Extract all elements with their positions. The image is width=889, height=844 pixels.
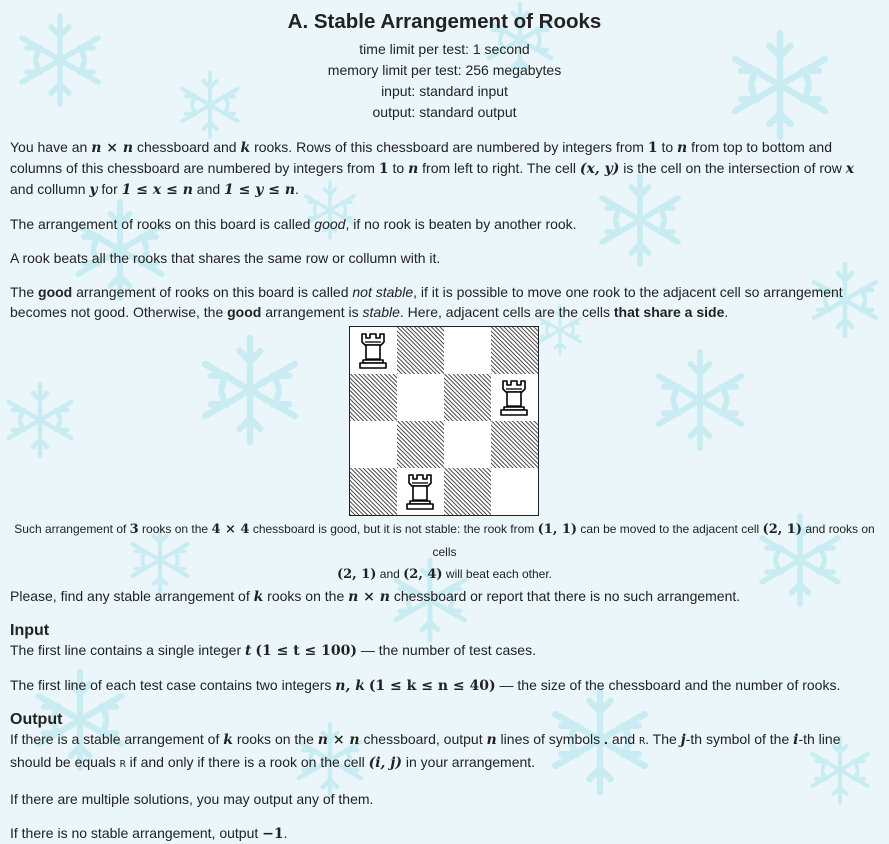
legend [10, 137, 879, 607]
board-cell-4-2 [397, 468, 444, 515]
problem-header [10, 0, 879, 123]
legend-paragraph-4: The good arrangement of rooks on this board is called not stable, if it is possible to move one rook to the adjacent cell so arrangement becomes not good. Otherwise, the good arrangement is stable. Here, adjacent cells are the cells that share a side. [10, 284, 843, 320]
output-paragraph-1: If there is a stable arrangement of k rooks on the n × n chessboard, output n lines of symbols . and R. The j-th symbol of the i-th line should be equals R if and only if there is a rook on the cell (i, j) in your arrangement. [10, 731, 841, 771]
rook-icon [405, 473, 435, 511]
input-heading: Input [10, 622, 50, 639]
input-paragraph-1: The first line contains a single integer t (1 ≤ t ≤ 100) — the number of test cases. [10, 642, 536, 659]
board-cell-3-1 [350, 421, 397, 468]
problem-title: A. Stable Arrangement of Rooks [287, 10, 602, 33]
chessboard-figure [349, 326, 541, 516]
board-cell-3-4 [491, 421, 538, 468]
board-cell-1-1 [350, 327, 397, 374]
board-cell-2-1 [350, 374, 397, 421]
board-cell-4-1 [350, 468, 397, 515]
board-cell-3-3 [444, 421, 491, 468]
board-cell-2-4 [491, 374, 538, 421]
rook-icon [358, 332, 388, 370]
legend-paragraph-2: The arrangement of rooks on this board is called good, if no rook is beaten by another rook. [10, 216, 577, 232]
output-file: output: standard output [372, 104, 517, 120]
output-specification [10, 710, 879, 844]
board-cell-1-3 [444, 327, 491, 374]
board-cell-3-2 [397, 421, 444, 468]
output-paragraph-3: If there is no stable arrangement, output −1. [10, 825, 288, 842]
board-cell-1-4 [491, 327, 538, 374]
input-file: input: standard input [381, 83, 508, 99]
board-cell-4-3 [444, 468, 491, 515]
output-heading: Output [10, 711, 63, 728]
memory-limit: memory limit per test: 256 megabytes [327, 62, 562, 78]
rook-icon [499, 379, 529, 417]
input-specification [10, 621, 879, 696]
chessboard [349, 326, 539, 516]
figure-caption: Such arrangement of 3 rooks on the 4 × 4 chessboard is good, but it is not stable: the rook from (1, 1) can be moved to the adjacent cell (2, 1) and rooks on cells (2, 1) and (2, 4) will beat each other. [14, 522, 875, 582]
legend-paragraph-3: A rook beats all the rooks that shares the same row or collumn with it. [10, 250, 441, 266]
output-paragraph-2: If there are multiple solutions, you may output any of them. [10, 791, 374, 807]
board-cell-1-2 [397, 327, 444, 374]
board-cell-2-3 [444, 374, 491, 421]
input-paragraph-2: The first line of each test case contains two integers n, k (1 ≤ k ≤ n ≤ 40) — the size of the chessboard and the number of rooks. [10, 677, 841, 694]
legend-paragraph-1: You have an n × n chessboard and k rooks. Rows of this chessboard are numbered by integers from 1 to n from top to bottom and columns of this chessboard are numbered by integers from 1 to n from left to right. The cell (x, y) is the cell on the intersection of row x and collumn y for 1 ≤ x ≤ n and 1 ≤ y ≤ n. [10, 139, 855, 198]
time-limit: time limit per test: 1 second [359, 41, 530, 57]
legend-paragraph-5: Please, find any stable arrangement of k rooks on the n × n chessboard or report that there is no such arrangement. [10, 588, 741, 605]
board-cell-4-4 [491, 468, 538, 515]
board-cell-2-2 [397, 374, 444, 421]
